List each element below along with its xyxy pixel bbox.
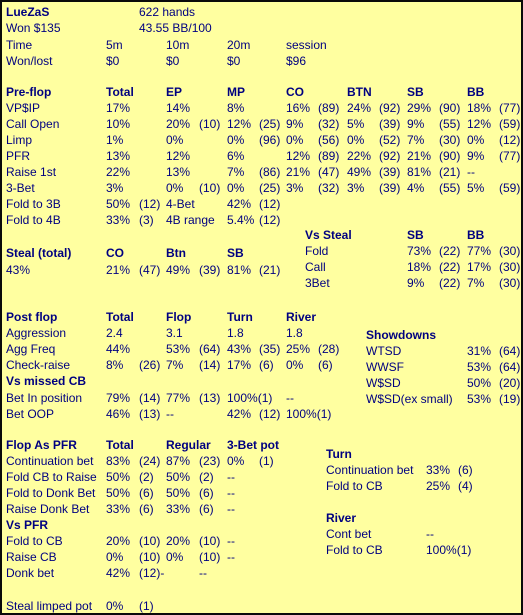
preflop-header-sb: SB — [407, 85, 424, 99]
stat-label: Raise CB — [6, 550, 57, 564]
stat-sample: (89) — [318, 101, 340, 115]
stat-sample: (13) — [199, 391, 221, 405]
stat-value: 0% — [166, 133, 184, 147]
stat-sample: (30) — [499, 276, 521, 290]
stat-sample: (30) — [499, 260, 521, 274]
stat-label: Fold to CB — [326, 479, 383, 493]
vs-steal-header-bb: BB — [467, 228, 485, 242]
steal-title: Steal (total) — [6, 246, 72, 260]
stat-value: 0% — [347, 133, 365, 147]
wonlost-label: Won/lost — [6, 54, 53, 68]
stat-value: 13% — [166, 165, 191, 179]
stat-value: 100%(1) — [426, 543, 472, 557]
stat-value: 24% — [347, 101, 372, 115]
wonlost-10m: $0 — [166, 54, 180, 68]
stat-label: Check-raise — [6, 358, 71, 372]
stat-value: 3% — [347, 181, 365, 195]
stat-value: 18% — [467, 101, 492, 115]
stat-value: 83% — [106, 454, 131, 468]
stat-label: 4-Bet — [166, 197, 195, 211]
stat-sample: (52) — [379, 133, 401, 147]
postflop-header-turn: Turn — [227, 310, 253, 324]
stat-value: -- — [199, 566, 207, 580]
postflop-header-total: Total — [106, 310, 134, 324]
stat-value: 9% — [467, 149, 485, 163]
stat-label: W$SD — [366, 376, 401, 390]
stat-value: 50% — [106, 470, 131, 484]
stat-value: 3% — [286, 181, 304, 195]
stat-sample: (56) — [318, 133, 340, 147]
preflop-header-bb: BB — [467, 85, 485, 99]
stat-value: 100%(1) — [227, 391, 273, 405]
stat-value: 8% — [106, 358, 124, 372]
stat-value: -- — [227, 486, 235, 500]
stat-value: 0% — [227, 133, 245, 147]
stat-value: 5% — [347, 117, 365, 131]
stat-label: Fold to CB — [6, 534, 63, 548]
stat-value: 16% — [286, 101, 311, 115]
stat-value: 53% — [467, 392, 492, 406]
stat-sample: (90) — [439, 149, 461, 163]
stat-value: 79% — [106, 391, 131, 405]
stat-sample: (77) — [499, 101, 521, 115]
stat-sample: (55) — [439, 117, 461, 131]
stat-value: 33% — [166, 502, 191, 516]
stat-label: Raise Donk Bet — [6, 502, 90, 516]
stat-sample: (59) — [499, 117, 521, 131]
stat-sample: (6) — [318, 358, 333, 372]
stat-label: W$SD(ex small) — [366, 392, 453, 406]
stat-value: 7% — [467, 276, 485, 290]
stat-value: 12% — [227, 117, 252, 131]
stat-value: 20% — [166, 117, 191, 131]
stat-label: Cont bet — [326, 527, 372, 541]
stat-label: 3-Bet — [6, 181, 35, 195]
stat-sample: (12)- — [139, 566, 165, 580]
stat-value: 31% — [467, 344, 492, 358]
stat-label: Limp — [6, 133, 33, 147]
stat-value: -- — [467, 165, 475, 179]
stat-label: Bet OOP — [6, 407, 55, 421]
stat-value: 81% — [227, 263, 252, 277]
vs-steal-header-sb: SB — [407, 228, 424, 242]
stat-sample: (24) — [139, 454, 161, 468]
stat-value: 33% — [106, 502, 131, 516]
steal-header-sb: SB — [227, 246, 244, 260]
stat-sample: (12) — [259, 197, 281, 211]
stat-value: 3% — [106, 181, 124, 195]
stat-label: VP$IP — [6, 101, 41, 115]
stat-value: 100%(1) — [286, 407, 332, 421]
stat-sample: (10) — [199, 117, 221, 131]
stat-sample: (10) — [139, 534, 161, 548]
stat-sample: (30) — [499, 244, 521, 258]
postflop-header-river: River — [286, 310, 317, 324]
stat-sample: (96) — [259, 133, 281, 147]
preflop-title: Pre-flop — [6, 85, 52, 99]
stat-value: 5.4% — [227, 213, 255, 227]
stat-label: Bet In position — [6, 391, 83, 405]
stat-value: -- — [227, 470, 235, 484]
stat-value: 49% — [347, 165, 372, 179]
stat-label: Call — [305, 260, 326, 274]
stat-value: 77% — [166, 391, 191, 405]
steal-total: 43% — [6, 263, 31, 277]
stat-label: Agg Freq — [6, 342, 56, 356]
flop-pfr-header-total: Total — [106, 438, 134, 452]
stat-sample: (28) — [318, 342, 340, 356]
stat-sample: (39) — [379, 117, 401, 131]
stat-sample: (64) — [499, 344, 521, 358]
stat-value: 50% — [166, 486, 191, 500]
stat-value: 9% — [286, 117, 304, 131]
stat-value: 77% — [467, 244, 492, 258]
preflop-header-total: Total — [106, 85, 134, 99]
stat-sample: (2) — [199, 470, 214, 484]
stat-sample: (10) — [199, 181, 221, 195]
stat-value: 0% — [467, 133, 485, 147]
stat-sample: (77) — [499, 149, 521, 163]
stat-sample: (86) — [259, 165, 281, 179]
stat-value: 50% — [467, 376, 492, 390]
stat-label: Call Open — [6, 117, 60, 131]
stat-sample: (39) — [199, 263, 221, 277]
stat-label: Fold to CB — [326, 543, 383, 557]
stat-value: -- — [426, 527, 434, 541]
vs-pfr-title: Vs PFR — [6, 518, 49, 532]
stat-value: 7% — [166, 358, 184, 372]
stat-value: -- — [286, 391, 294, 405]
stat-value: 21% — [286, 165, 311, 179]
stat-value: 2.4 — [106, 326, 123, 340]
stat-sample: (12) — [139, 197, 161, 211]
stat-value: -- — [166, 407, 174, 421]
postflop-title: Post flop — [6, 310, 58, 324]
stat-value: 1.8 — [227, 326, 244, 340]
stat-value: 73% — [407, 244, 432, 258]
stat-sample: (1) — [259, 454, 274, 468]
hands-count: 622 hands — [139, 5, 196, 19]
preflop-header-btn: BTN — [347, 85, 372, 99]
preflop-header-mp: MP — [227, 85, 245, 99]
stat-sample: (6) — [199, 502, 214, 516]
stat-value: 0% — [106, 599, 124, 613]
stat-value: 87% — [166, 454, 191, 468]
stat-sample: (64) — [499, 360, 521, 374]
steal-header-btn: Btn — [166, 246, 186, 260]
stat-label: Fold — [305, 244, 329, 258]
stat-value: 21% — [407, 149, 432, 163]
stat-value: 0% — [227, 181, 245, 195]
stat-value: 49% — [166, 263, 191, 277]
stat-value: 1% — [106, 133, 124, 147]
stat-value: 12% — [166, 149, 191, 163]
stat-label: 3Bet — [305, 276, 330, 290]
stat-value: 4% — [407, 181, 425, 195]
flop-pfr-header-3bet: 3-Bet pot — [227, 438, 279, 452]
stat-sample: (19) — [499, 392, 521, 406]
stat-value: 1.8 — [286, 326, 303, 340]
stat-sample: (21) — [259, 263, 281, 277]
stat-sample: (6) — [139, 502, 154, 516]
stat-value: 53% — [467, 360, 492, 374]
stat-value: 25% — [426, 479, 451, 493]
missed-cb-title: Vs missed CB — [6, 374, 87, 388]
stat-value: 0% — [227, 454, 245, 468]
stat-value: 42% — [227, 197, 252, 211]
stat-value: 18% — [407, 260, 432, 274]
stat-value: 9% — [407, 117, 425, 131]
stat-sample: (14) — [199, 358, 221, 372]
stat-sample: (12) — [259, 213, 281, 227]
stat-sample: (21) — [439, 165, 461, 179]
stat-value: 5% — [467, 181, 485, 195]
stat-value: 13% — [106, 149, 131, 163]
preflop-header-co: CO — [286, 85, 304, 99]
stat-sample: (90) — [439, 101, 461, 115]
stat-label: Continuation bet — [6, 454, 94, 468]
wonlost-session: $96 — [286, 54, 307, 68]
time-10m-header: 10m — [166, 38, 190, 52]
stat-value: 44% — [106, 342, 131, 356]
stat-value: 6% — [227, 149, 245, 163]
stat-label: 4B range — [166, 213, 215, 227]
stat-sample: (25) — [259, 117, 281, 131]
stat-value: 9% — [407, 276, 425, 290]
stat-label: PFR — [6, 149, 30, 163]
vs-steal-title: Vs Steal — [305, 228, 352, 242]
stat-value: 33% — [426, 463, 451, 477]
postflop-header-flop: Flop — [166, 310, 192, 324]
stat-sample: (22) — [439, 276, 461, 290]
stat-sample: (4) — [458, 479, 473, 493]
turn-title: Turn — [326, 447, 352, 461]
stat-sample: (47) — [139, 263, 161, 277]
stat-value: 14% — [166, 101, 191, 115]
stat-value: 17% — [467, 260, 492, 274]
stat-value: 29% — [407, 101, 432, 115]
stat-label: Continuation bet — [326, 463, 414, 477]
preflop-header-ep: EP — [166, 85, 183, 99]
stat-value: 0% — [166, 181, 184, 195]
stat-value: 12% — [286, 149, 311, 163]
wonlost-20m: $0 — [227, 54, 241, 68]
stat-sample: (3) — [139, 213, 154, 227]
stat-value: 10% — [106, 117, 131, 131]
stat-sample: (89) — [318, 149, 340, 163]
won-amount: Won $135 — [6, 21, 61, 35]
stat-value: 7% — [407, 133, 425, 147]
stat-sample: (10) — [139, 550, 161, 564]
flop-pfr-title: Flop As PFR — [6, 438, 77, 452]
stat-sample: (92) — [379, 101, 401, 115]
stat-sample: (6) — [199, 486, 214, 500]
stat-sample: (35) — [259, 342, 281, 356]
stat-value: 7% — [227, 165, 245, 179]
stat-value: 0% — [166, 550, 184, 564]
stat-value: 42% — [227, 407, 252, 421]
stat-value: 50% — [106, 486, 131, 500]
stat-label: Fold to 3B — [6, 197, 61, 211]
stat-value: 42% — [106, 566, 131, 580]
stat-value: -- — [227, 550, 235, 564]
time-5m-header: 5m — [106, 38, 123, 52]
stat-sample: (6) — [139, 486, 154, 500]
stat-sample: (64) — [199, 342, 221, 356]
stat-sample: (14) — [139, 391, 161, 405]
stat-label: Fold to 4B — [6, 213, 61, 227]
stat-label: Fold CB to Raise — [6, 470, 97, 484]
stat-sample: (47) — [318, 165, 340, 179]
stat-value: 22% — [347, 149, 372, 163]
stat-label: Raise 1st — [6, 165, 57, 179]
stat-label: Fold to Donk Bet — [6, 486, 96, 500]
stat-value: 81% — [407, 165, 432, 179]
time-session-header: session — [286, 38, 327, 52]
stat-value: 0% — [286, 133, 304, 147]
stat-label: Aggression — [6, 326, 67, 340]
stat-value: 3.1 — [166, 326, 183, 340]
stat-sample: (55) — [439, 181, 461, 195]
stat-value: 17% — [227, 358, 252, 372]
stat-sample: (22) — [439, 244, 461, 258]
stat-value: 0% — [286, 358, 304, 372]
stat-sample: (59) — [499, 181, 521, 195]
stat-sample: (25) — [259, 181, 281, 195]
stat-sample: (39) — [379, 165, 401, 179]
stat-sample: (20) — [499, 376, 521, 390]
stat-value: 25% — [286, 342, 311, 356]
stat-sample: (6) — [259, 358, 274, 372]
stat-sample: (23) — [199, 454, 221, 468]
stat-value: 0% — [106, 550, 124, 564]
time-20m-header: 20m — [227, 38, 251, 52]
stat-label: Donk bet — [6, 566, 55, 580]
stat-sample: (6) — [458, 463, 473, 477]
stat-sample: (32) — [318, 181, 340, 195]
stat-value: 33% — [106, 213, 131, 227]
stat-sample: (22) — [439, 260, 461, 274]
stat-sample: (2) — [139, 470, 154, 484]
player-name: LueZaS — [6, 5, 50, 19]
stat-value: 46% — [106, 407, 131, 421]
stat-sample: (26) — [139, 358, 161, 372]
steal-header-co: CO — [106, 246, 124, 260]
stat-value: 20% — [106, 534, 131, 548]
stat-sample: (12) — [499, 133, 521, 147]
stat-sample: (12) — [259, 407, 281, 421]
stat-value: -- — [227, 534, 235, 548]
stat-sample: (1) — [139, 599, 154, 613]
wonlost-5m: $0 — [106, 54, 120, 68]
stat-value: 20% — [166, 534, 191, 548]
stat-value: 50% — [166, 470, 191, 484]
stat-sample: (10) — [199, 550, 221, 564]
stat-value: 53% — [166, 342, 191, 356]
time-label: Time — [6, 38, 33, 52]
stat-sample: (92) — [379, 149, 401, 163]
stat-sample: (39) — [379, 181, 401, 195]
stat-value: 17% — [106, 101, 131, 115]
showdowns-title: Showdowns — [366, 328, 436, 342]
stat-sample: (30) — [439, 133, 461, 147]
stat-value: 12% — [467, 117, 492, 131]
stat-value: 22% — [106, 165, 131, 179]
bb-per-100: 43.55 BB/100 — [139, 21, 212, 35]
stat-label: WWSF — [366, 360, 404, 374]
stat-sample: (32) — [318, 117, 340, 131]
stat-value: -- — [227, 502, 235, 516]
river-title: River — [326, 511, 357, 525]
flop-pfr-header-regular: Regular — [166, 438, 211, 452]
stat-label: WTSD — [366, 344, 402, 358]
stat-value: 21% — [106, 263, 131, 277]
stat-sample: (10) — [199, 534, 221, 548]
stat-label: Steal limped pot — [6, 599, 93, 613]
stat-sample: (13) — [139, 407, 161, 421]
stat-value: 43% — [227, 342, 252, 356]
stat-value: 8% — [227, 101, 245, 115]
stat-value: 50% — [106, 197, 131, 211]
